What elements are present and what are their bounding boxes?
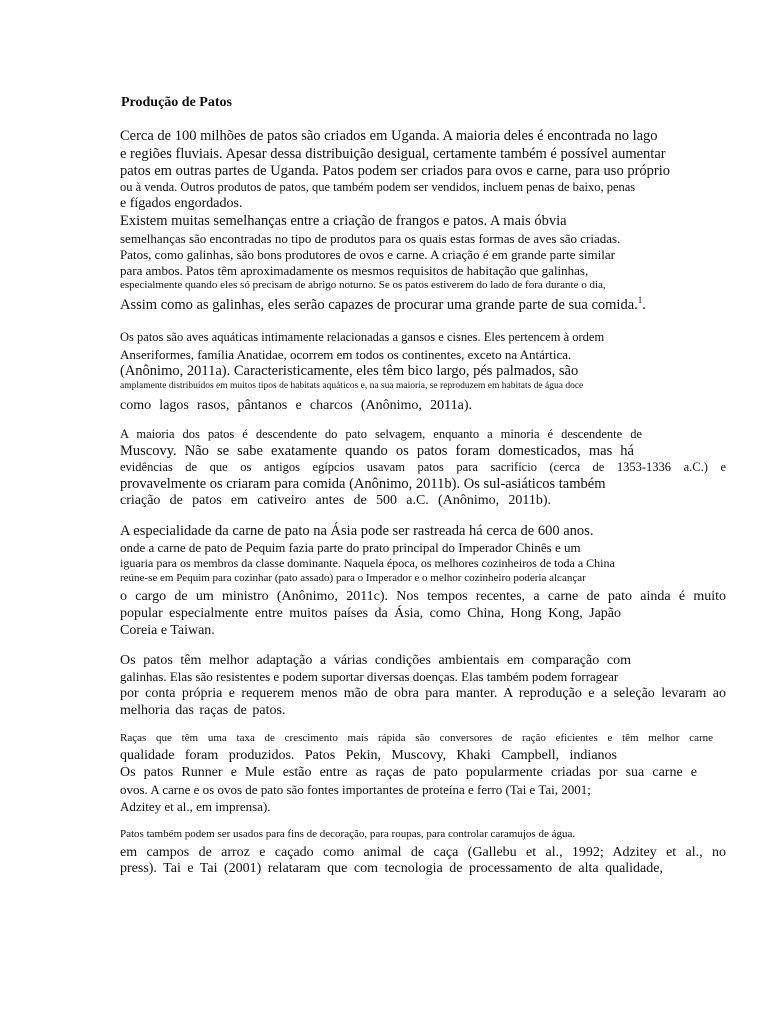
paragraph-2-line-6-text: Assim como as galinhas, eles serão capazes de procurar uma grande parte de sua comida. xyxy=(120,296,638,313)
paragraph-6-line-4: melhoria das raças de patos. xyxy=(120,703,286,718)
paragraph-1-line-4: ou à venda. Outros produtos de patos, que também podem ser vendidos, incluem penas de baixo, penas xyxy=(120,180,636,194)
paragraph-5-line-1: A especialidade da carne de pato na Ásia pode ser rastreada há cerca de 600 anos. xyxy=(120,523,594,539)
paragraph-8-line-1: Patos também podem ser usados para fins de decoração, para roupas, para controlar caramujos de água. xyxy=(120,828,576,840)
paragraph-7-line-2: qualidade foram produzidos. Patos Pekin, Muscovy, Khaki Campbell, indianos xyxy=(120,748,617,763)
paragraph-4-line-4: provavelmente os criaram para comida (Anônimo, 2011b). Os sul-asiáticos também xyxy=(120,476,606,492)
paragraph-2-line-6 xyxy=(120,296,646,312)
paragraph-5-line-5: o cargo de um ministro (Anônimo, 2011c). Nos tempos recentes, a carne de pato ainda é muito xyxy=(120,589,726,604)
paragraph-2-line-3: Patos, como galinhas, são bons produtores de ovos e carne. A criação é em grande parte similar xyxy=(120,247,615,262)
paragraph-3-line-2: Anseriformes, família Anatidae, ocorrem em todos os continentes, exceto na Antártica. xyxy=(120,347,572,362)
paragraph-1-line-5: e fígados engordados. xyxy=(120,196,243,211)
paragraph-5-line-6: popular especialmente entre muitos países da Ásia, como China, Hong Kong, Japão xyxy=(120,606,621,621)
paragraph-2-line-4: para ambos. Patos têm aproximadamente os mesmos requisitos de habitação que galinhas, xyxy=(120,263,589,278)
paragraph-1-line-1: Cerca de 100 milhões de patos são criados em Uganda. A maioria deles é encontrada no lago xyxy=(120,128,658,144)
paragraph-4-line-3: evidências de que os antigos egípcios usavam patos para sacrifício (cerca de 1353-1336 a.C.) e xyxy=(120,460,726,474)
paragraph-3-line-5: como lagos rasos, pântanos e charcos (Anônimo, 2011a). xyxy=(120,398,472,413)
paragraph-7-line-5: Adzitey et al., em imprensa). xyxy=(120,799,271,814)
paragraph-3-line-4: amplamente distribuídos em muitos tipos de habitats aquáticos e, na sua maioria, se reproduzem em habitats de água doce xyxy=(120,381,584,391)
document-title: Produção de Patos xyxy=(121,95,232,110)
paragraph-7-line-4: ovos. A carne e os ovos de pato são fontes importantes de proteína e ferro (Tai e Tai, 2001; xyxy=(120,782,591,797)
paragraph-6-line-2: galinhas. Elas são resistentes e podem suportar diversas doenças. Elas também podem forragear xyxy=(120,669,619,684)
paragraph-4-line-5: criação de patos em cativeiro antes de 500 a.C. (Anônimo, 2011b). xyxy=(120,493,551,508)
paragraph-8-line-2: em campos de arroz e caçado como animal de caça (Gallebu et al., 1992; Adzitey et al., no xyxy=(120,845,726,860)
paragraph-5-line-4: reúne-se em Pequim para cozinhar (pato assado) para o Imperador e o melhor cozinheiro poderia alcançar xyxy=(120,572,586,584)
paragraph-5-line-2: onde a carne de pato de Pequim fazia parte do prato principal do Imperador Chinês e um xyxy=(120,540,581,555)
footnote-tail: . xyxy=(642,296,646,313)
paragraph-2-line-1: Existem muitas semelhanças entre a criação de frangos e patos. A mais óbvia xyxy=(120,213,567,229)
paragraph-1-line-3: patos em outras partes de Uganda. Patos podem ser criados para ovos e carne, para uso próprio xyxy=(120,163,671,179)
paragraph-2-line-5: especialmente quando eles só precisam de abrigo noturno. Se os patos estiverem do lado de fora durante o dia, xyxy=(120,279,606,291)
paragraph-7-line-3: Os patos Runner e Mule estão entre as raças de pato popularmente criadas por sua carne e xyxy=(120,765,697,780)
paragraph-8-line-3: press). Tai e Tai (2001) relataram que com tecnologia de processamento de alta qualidade, xyxy=(120,861,663,876)
paragraph-3-line-3: (Anônimo, 2011a). Caracteristicamente, eles têm bico largo, pés palmados, são xyxy=(120,363,579,379)
footnote-ref: 1 xyxy=(637,295,643,305)
paragraph-2-line-2: semelhanças são encontradas no tipo de produtos para os quais estas formas de aves são criadas. xyxy=(120,231,621,246)
paragraph-4-line-1: A maioria dos patos é descendente do pato selvagem, enquanto a minoria é descendente de xyxy=(120,427,642,441)
paragraph-5-line-7: Coreia e Taiwan. xyxy=(120,623,215,638)
paragraph-3-line-1: Os patos são aves aquáticas intimamente relacionadas a gansos e cisnes. Eles pertencem à ordem xyxy=(120,330,605,344)
paragraph-6-line-1: Os patos têm melhor adaptação a várias condições ambientais em comparação com xyxy=(120,653,631,668)
paragraph-6-line-3: por conta própria e requerem menos mão de obra para manter. A reprodução e a seleção levaram ao xyxy=(120,686,726,701)
paragraph-4-line-2: Muscovy. Não se sabe exatamente quando os patos foram domesticados, mas há xyxy=(120,443,634,459)
paragraph-5-line-3: iguaria para os membros da classe dominante. Naquela época, os melhores cozinheiros de toda a China xyxy=(120,556,615,570)
paragraph-1-line-2: e regiões fluviais. Apesar dessa distribuição desigual, certamente também é possível aumentar xyxy=(120,146,666,162)
paragraph-7-line-1: Raças que têm uma taxa de crescimento mais rápida são conversores de ração eficientes e têm melhor carne xyxy=(120,732,713,744)
